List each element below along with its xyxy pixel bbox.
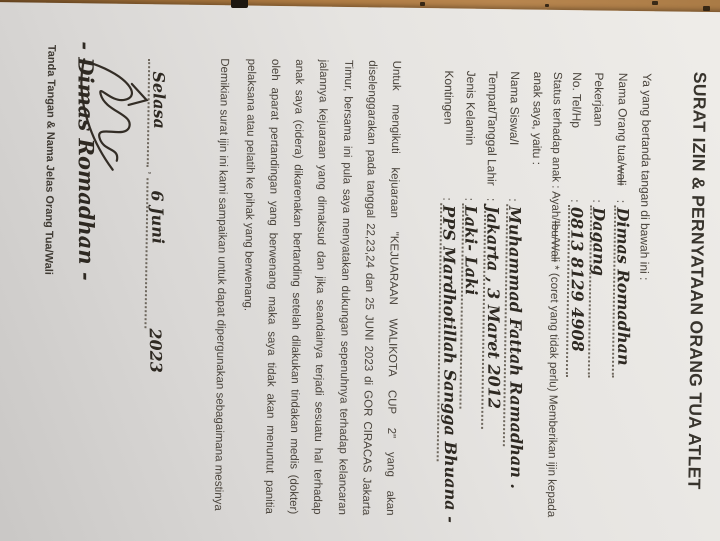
field-label-nama-siswa: Nama Siswa/I bbox=[507, 71, 523, 146]
date-value-segment bbox=[144, 179, 168, 329]
wood-speck bbox=[652, 1, 658, 5]
field-label-ttl: Tempat/Tanggal Lahir bbox=[484, 70, 501, 186]
status-struck-options: Ibu/Wali bbox=[548, 220, 563, 263]
field-label-nama-orang-tua bbox=[614, 73, 630, 200]
body-paragraph: Untuk mengikuti kejuaraan "KEJUARAAN WALIKOTA CUP 2" yang akan diselenggarakan pada tanggal 22,23,24 dan 25 JUNI 2023 di GOR CIRACAS Jakarta Timur, bersama ini pula saya menyatakan dukungan sepenuhnya terhadap kelancaran jalannya kejuaraan yang dimaksud dan jika seandainya terjadi sesuatu hal terhadap anak saya (cidera) dikarenakan bertanding setelah dilakukan tindakan medis (dokter) oleh aparat pertandingan yang berwenang maka saya tidak akan menuntut panitia pelaksana atau pelatih ke pihak yang berwenang. bbox=[241, 58, 403, 516]
handwritten-parent-name: Dimas Romadhan bbox=[613, 207, 634, 366]
handwritten-birthplace: Jakarta , 3 Maret 2012 bbox=[483, 206, 504, 410]
colon: : bbox=[484, 197, 499, 202]
dotted-value-line bbox=[588, 206, 607, 378]
colon: : bbox=[506, 198, 521, 202]
dotted-value-line bbox=[437, 204, 461, 524]
status-suffix: * (coret yang tidak perlu) Memberikan ijin kepada bbox=[544, 261, 562, 518]
status-line-2: anak saya, yaitu : bbox=[529, 71, 546, 166]
handwritten-contingent: PPS Mardhotillah Sangga Bhuana - bbox=[439, 205, 461, 524]
colon: : bbox=[614, 199, 629, 204]
colon: : bbox=[462, 197, 477, 202]
intro-line: Ya yang bertanda tangan di bawah ini : bbox=[637, 73, 655, 281]
dotted-value-line bbox=[566, 205, 588, 377]
signature-caption: Tanda Tangan & Nama Jelas Orang Tua/Wali bbox=[42, 44, 58, 275]
colon: : bbox=[568, 199, 583, 203]
field-row-nama-siswa bbox=[503, 71, 527, 490]
clip-mark bbox=[231, 0, 248, 8]
closing-paragraph: Demikian surat ijin ini kami sampaikan untuk dapat dipergunakan sebagaimana mestinya bbox=[211, 58, 231, 511]
handwritten-day-name: Selasa bbox=[149, 71, 170, 130]
field-label-pekerjaan: Pekerjaan bbox=[591, 72, 607, 127]
colon: : bbox=[440, 197, 455, 201]
field-label-telepon: No. Tel/Hp bbox=[569, 72, 585, 129]
date-year-segment bbox=[144, 329, 167, 375]
wood-speck bbox=[545, 4, 549, 7]
field-row-pekerjaan bbox=[588, 72, 609, 378]
dotted-value-line bbox=[612, 206, 634, 378]
dotted-value-line bbox=[459, 204, 479, 409]
field-row-nama-orang-tua bbox=[612, 73, 633, 379]
status-line bbox=[545, 72, 565, 541]
label-struck-text: wali bbox=[614, 164, 629, 186]
document-letter bbox=[0, 2, 720, 541]
status-prefix: Status terhadap anak : Ayah/ bbox=[549, 71, 565, 221]
handwritten-gender: Laki- Laki bbox=[461, 205, 481, 296]
label-text: Nama Orang tua/ bbox=[614, 72, 631, 165]
field-label-jenis-kelamin: Jenis Kelamin bbox=[463, 70, 479, 146]
date-comma: , bbox=[146, 171, 161, 175]
field-row-tempat-tanggal-lahir bbox=[481, 71, 503, 430]
handwritten-student-name: Muhammad Fattah Ramadhan . bbox=[505, 206, 527, 490]
field-label-kontingen: Kontingen bbox=[441, 70, 457, 125]
handwritten-signature-name: - Dimas Romadhan - bbox=[73, 41, 100, 281]
handwritten-date: 6 Juni bbox=[147, 190, 168, 245]
handwritten-occupation: Dagang bbox=[589, 207, 609, 277]
wood-speck bbox=[420, 2, 425, 6]
field-row-jenis-kelamin bbox=[459, 71, 481, 410]
colon: : bbox=[590, 199, 605, 203]
handwritten-year: 2023 bbox=[145, 328, 166, 374]
dotted-value-line bbox=[481, 204, 504, 429]
field-row-telepon bbox=[566, 72, 587, 378]
dotted-value-line bbox=[503, 205, 527, 490]
field-row-kontingen bbox=[437, 70, 461, 524]
handwritten-phone: 0813 8129 4908 bbox=[567, 207, 588, 353]
document-title: SURAT IZIN & PERNYATAAN ORANG TUA ATLET bbox=[684, 71, 711, 490]
paper-sheet bbox=[0, 2, 720, 541]
wood-speck bbox=[703, 6, 710, 11]
